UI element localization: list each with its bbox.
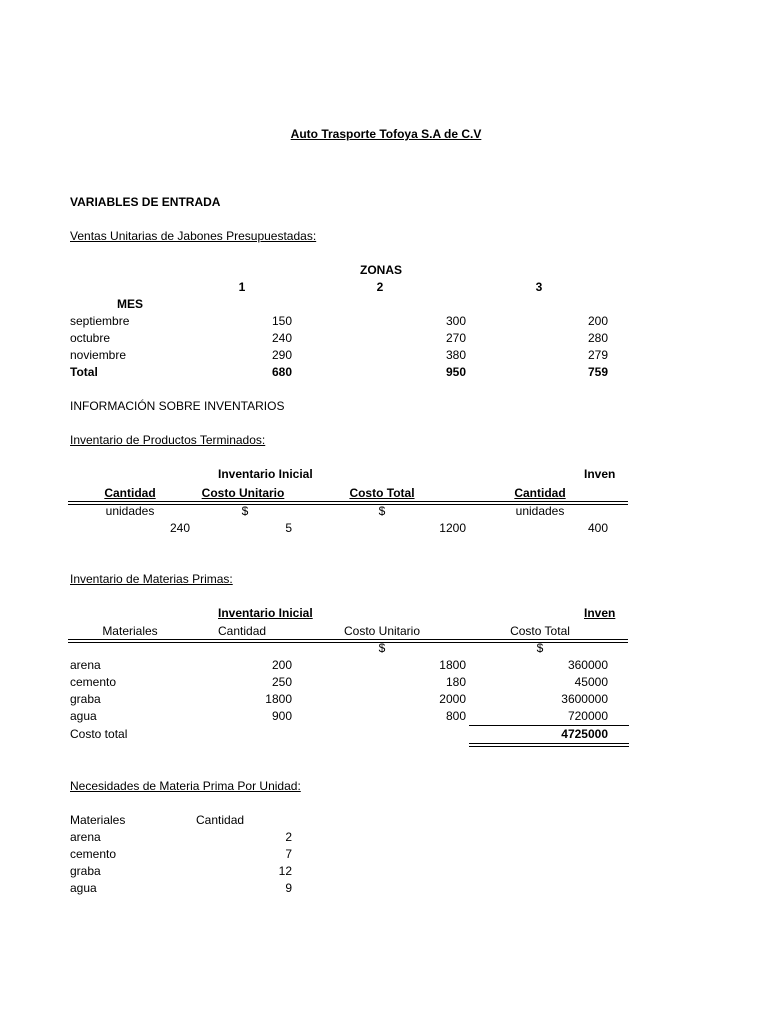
needs-cell: 2 <box>285 830 292 844</box>
needs-col-materiales: Materiales <box>70 813 126 827</box>
raw-cell: 1800 <box>439 658 466 672</box>
raw-cell: 180 <box>445 675 466 689</box>
finished-val-costo-unitario: 5 <box>285 521 292 535</box>
raw-col-costo-total: Costo Total <box>510 624 570 638</box>
raw-col-materiales: Materiales <box>102 624 158 638</box>
finished-heading: Inventario de Productos Terminados: <box>70 433 266 447</box>
finished-val-cantidad: 240 <box>169 521 190 535</box>
finished-group-final: Inven <box>584 467 616 481</box>
needs-row-material: arena <box>70 830 101 844</box>
raw-header-rule <box>68 639 628 640</box>
raw-cell: 900 <box>271 709 292 723</box>
raw-col-cantidad: Cantidad <box>218 624 267 638</box>
finished-group-initial: Inventario Inicial <box>218 467 313 481</box>
raw-unit-dollar: $ <box>378 641 386 655</box>
raw-total-double-rule <box>469 746 629 747</box>
finished-col-costo-total: Costo Total <box>349 486 415 500</box>
finished-unit-unidades2: unidades <box>515 504 565 518</box>
raw-total-rule <box>469 725 629 726</box>
sales-cell: 240 <box>271 331 292 345</box>
sales-cell: 279 <box>587 348 608 362</box>
raw-group-final: Inven <box>584 606 616 620</box>
sales-row-month: septiembre <box>70 314 130 328</box>
needs-cell: 12 <box>278 864 292 878</box>
sales-cell: 290 <box>271 348 292 362</box>
raw-cell: 720000 <box>567 709 608 723</box>
raw-cell: 800 <box>445 709 466 723</box>
sales-cell: 300 <box>445 314 466 328</box>
finished-header-rule <box>68 501 628 502</box>
raw-cell: 360000 <box>567 658 608 672</box>
raw-row-material: agua <box>70 709 97 723</box>
sales-row-month: octubre <box>70 331 111 345</box>
needs-row-material: cemento <box>70 847 117 861</box>
raw-cell: 2000 <box>439 692 466 706</box>
needs-cell: 7 <box>285 847 292 861</box>
sales-row-month: noviembre <box>70 348 127 362</box>
sales-total-cell: 950 <box>445 365 466 379</box>
sales-cell: 150 <box>271 314 292 328</box>
finished-unit-dollar2: $ <box>378 504 386 518</box>
sales-total-label: Total <box>70 365 98 379</box>
raw-row-material: arena <box>70 658 101 672</box>
raw-cell: 1800 <box>265 692 292 706</box>
raw-row-material: graba <box>70 692 101 706</box>
month-label: MES <box>116 297 143 311</box>
needs-col-cantidad: Cantidad <box>196 813 245 827</box>
raw-row-material: cemento <box>70 675 117 689</box>
finished-col-cantidad: Cantidad <box>104 486 156 500</box>
finished-val-costo-total: 1200 <box>439 521 466 535</box>
raw-cell: 3600000 <box>561 692 608 706</box>
raw-total-value: 4725000 <box>561 727 608 741</box>
inventory-info-heading: INFORMACIÓN SOBRE INVENTARIOS <box>70 399 285 413</box>
finished-col-costo-unitario: Costo Unitario <box>201 486 285 500</box>
sales-total-cell: 759 <box>587 365 608 379</box>
section-title: VARIABLES DE ENTRADA <box>70 195 221 209</box>
sales-total-cell: 680 <box>271 365 292 379</box>
sales-cell: 270 <box>445 331 466 345</box>
needs-row-material: agua <box>70 881 97 895</box>
sales-heading: Ventas Unitarias de Jabones Presupuestadas: <box>70 229 317 243</box>
raw-cell: 45000 <box>574 675 608 689</box>
sales-cell: 200 <box>587 314 608 328</box>
zones-label: ZONAS <box>360 263 402 277</box>
needs-row-material: graba <box>70 864 101 878</box>
needs-heading: Necesidades de Materia Prima Por Unidad: <box>70 779 301 793</box>
zone-header-1: 1 <box>238 280 246 294</box>
raw-total-double-rule <box>469 743 629 744</box>
raw-cell: 250 <box>271 675 292 689</box>
raw-col-costo-unitario: Costo Unitario <box>343 624 421 638</box>
sales-cell: 280 <box>587 331 608 345</box>
finished-unit-unidades: unidades <box>105 504 155 518</box>
zone-header-3: 3 <box>535 280 543 294</box>
raw-total-label: Costo total <box>70 727 128 741</box>
sales-cell: 380 <box>445 348 466 362</box>
finished-col-cantidad2: Cantidad <box>514 486 566 500</box>
page-title: Auto Trasporte Tofoya S.A de C.V <box>290 127 482 141</box>
raw-cell: 200 <box>271 658 292 672</box>
needs-cell: 9 <box>285 881 292 895</box>
raw-group-initial: Inventario Inicial <box>218 606 313 620</box>
raw-heading: Inventario de Materias Primas: <box>70 572 233 586</box>
finished-val-cantidad2: 400 <box>587 521 608 535</box>
finished-unit-dollar: $ <box>241 504 249 518</box>
raw-unit-dollar2: $ <box>536 641 544 655</box>
zone-header-2: 2 <box>376 280 384 294</box>
